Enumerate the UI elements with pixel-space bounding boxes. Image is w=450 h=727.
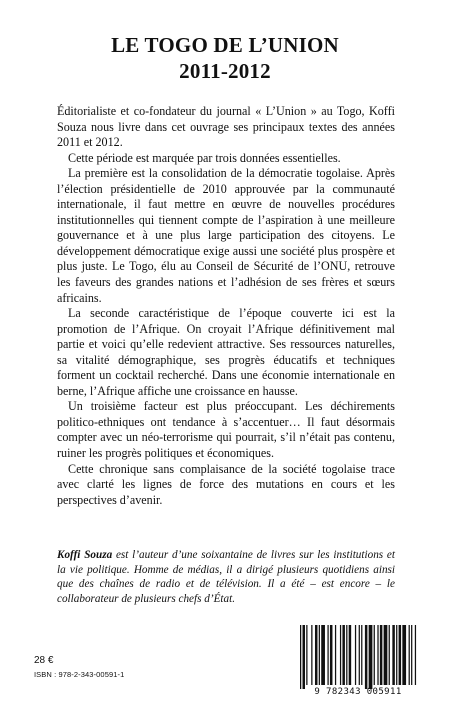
barcode-digits: 9 782343 005911 [314, 687, 402, 697]
author-name: Koffi Souza [57, 549, 113, 561]
blurb-paragraph: La première est la consolidation de la démocratie togolaise. Après l’élection présidentielle de 2010 approuvée par la communauté internationale, il faut mettre en œuvre de nouvelles procédures institutionnelles qui tiennent compte de l’aspiration à une meilleure gouvernance et à une plus large participation des citoyens. Le développement démocratique exige aussi une société plus prospère et plus juste. Le Togo, élu au Conseil de Sécurité de l’ONU, retrouve les faveurs des grandes nations et l’adhésion de ses frères et sœurs africains. [57, 166, 395, 305]
author-bio-text: est l’auteur d’une soixantaine de livres sur les institutions et la vie politique. Homme de médias, il a dirigé plusieurs quotidiens ainsi que des chaînes de radio et de télévision. Il a été – est encore – le collaborateur de plusieurs chefs d’État. [57, 549, 395, 605]
author-bio [57, 548, 395, 606]
blurb-paragraph: Cette période est marquée par trois données essentielles. [68, 150, 341, 165]
book-years: 2011-2012 [179, 59, 271, 83]
book-title: LE TOGO DE L’UNION [111, 33, 339, 57]
price-label: 28 € [34, 655, 54, 666]
blurb-paragraph: Cette chronique sans complaisance de la société togolaise trace avec clarté les lignes de force des mutations en cours et les perspectives d’avenir. [57, 461, 395, 507]
blurb-text [57, 104, 395, 508]
blurb-paragraph: La seconde caractéristique de l’époque couverte ici est la promotion de l’Afrique. On croyait l’Afrique définitivement mal partie et voici qu’elle redevient attractive. Ses ressources naturelles, sa vitalité démographique, ses progrès éducatifs et techniques forment un cocktail recherché. Dans une économie internationale en berne, l’Afrique affiche une croissance en hausse. [57, 306, 395, 398]
barcode-icon [297, 623, 419, 689]
isbn-label: ISBN : 978-2-343-00591-1 [34, 670, 125, 679]
blurb-paragraph: Éditorialiste et co-fondateur du journal « L’Union » au Togo, Koffi Souza nous livre dans cet ouvrage ses principaux textes des années 2011 et 2012. [57, 104, 395, 150]
blurb-paragraph: Un troisième facteur est plus préoccupant. Les déchirements politico-ethniques ont tendance à s’accentuer… Il faut désormais compter avec un néo-terrorisme qui pourrait, s’il n’était pas contenu, ruiner les progrès politiques et économiques. [57, 399, 395, 461]
isbn-barcode [297, 623, 419, 699]
